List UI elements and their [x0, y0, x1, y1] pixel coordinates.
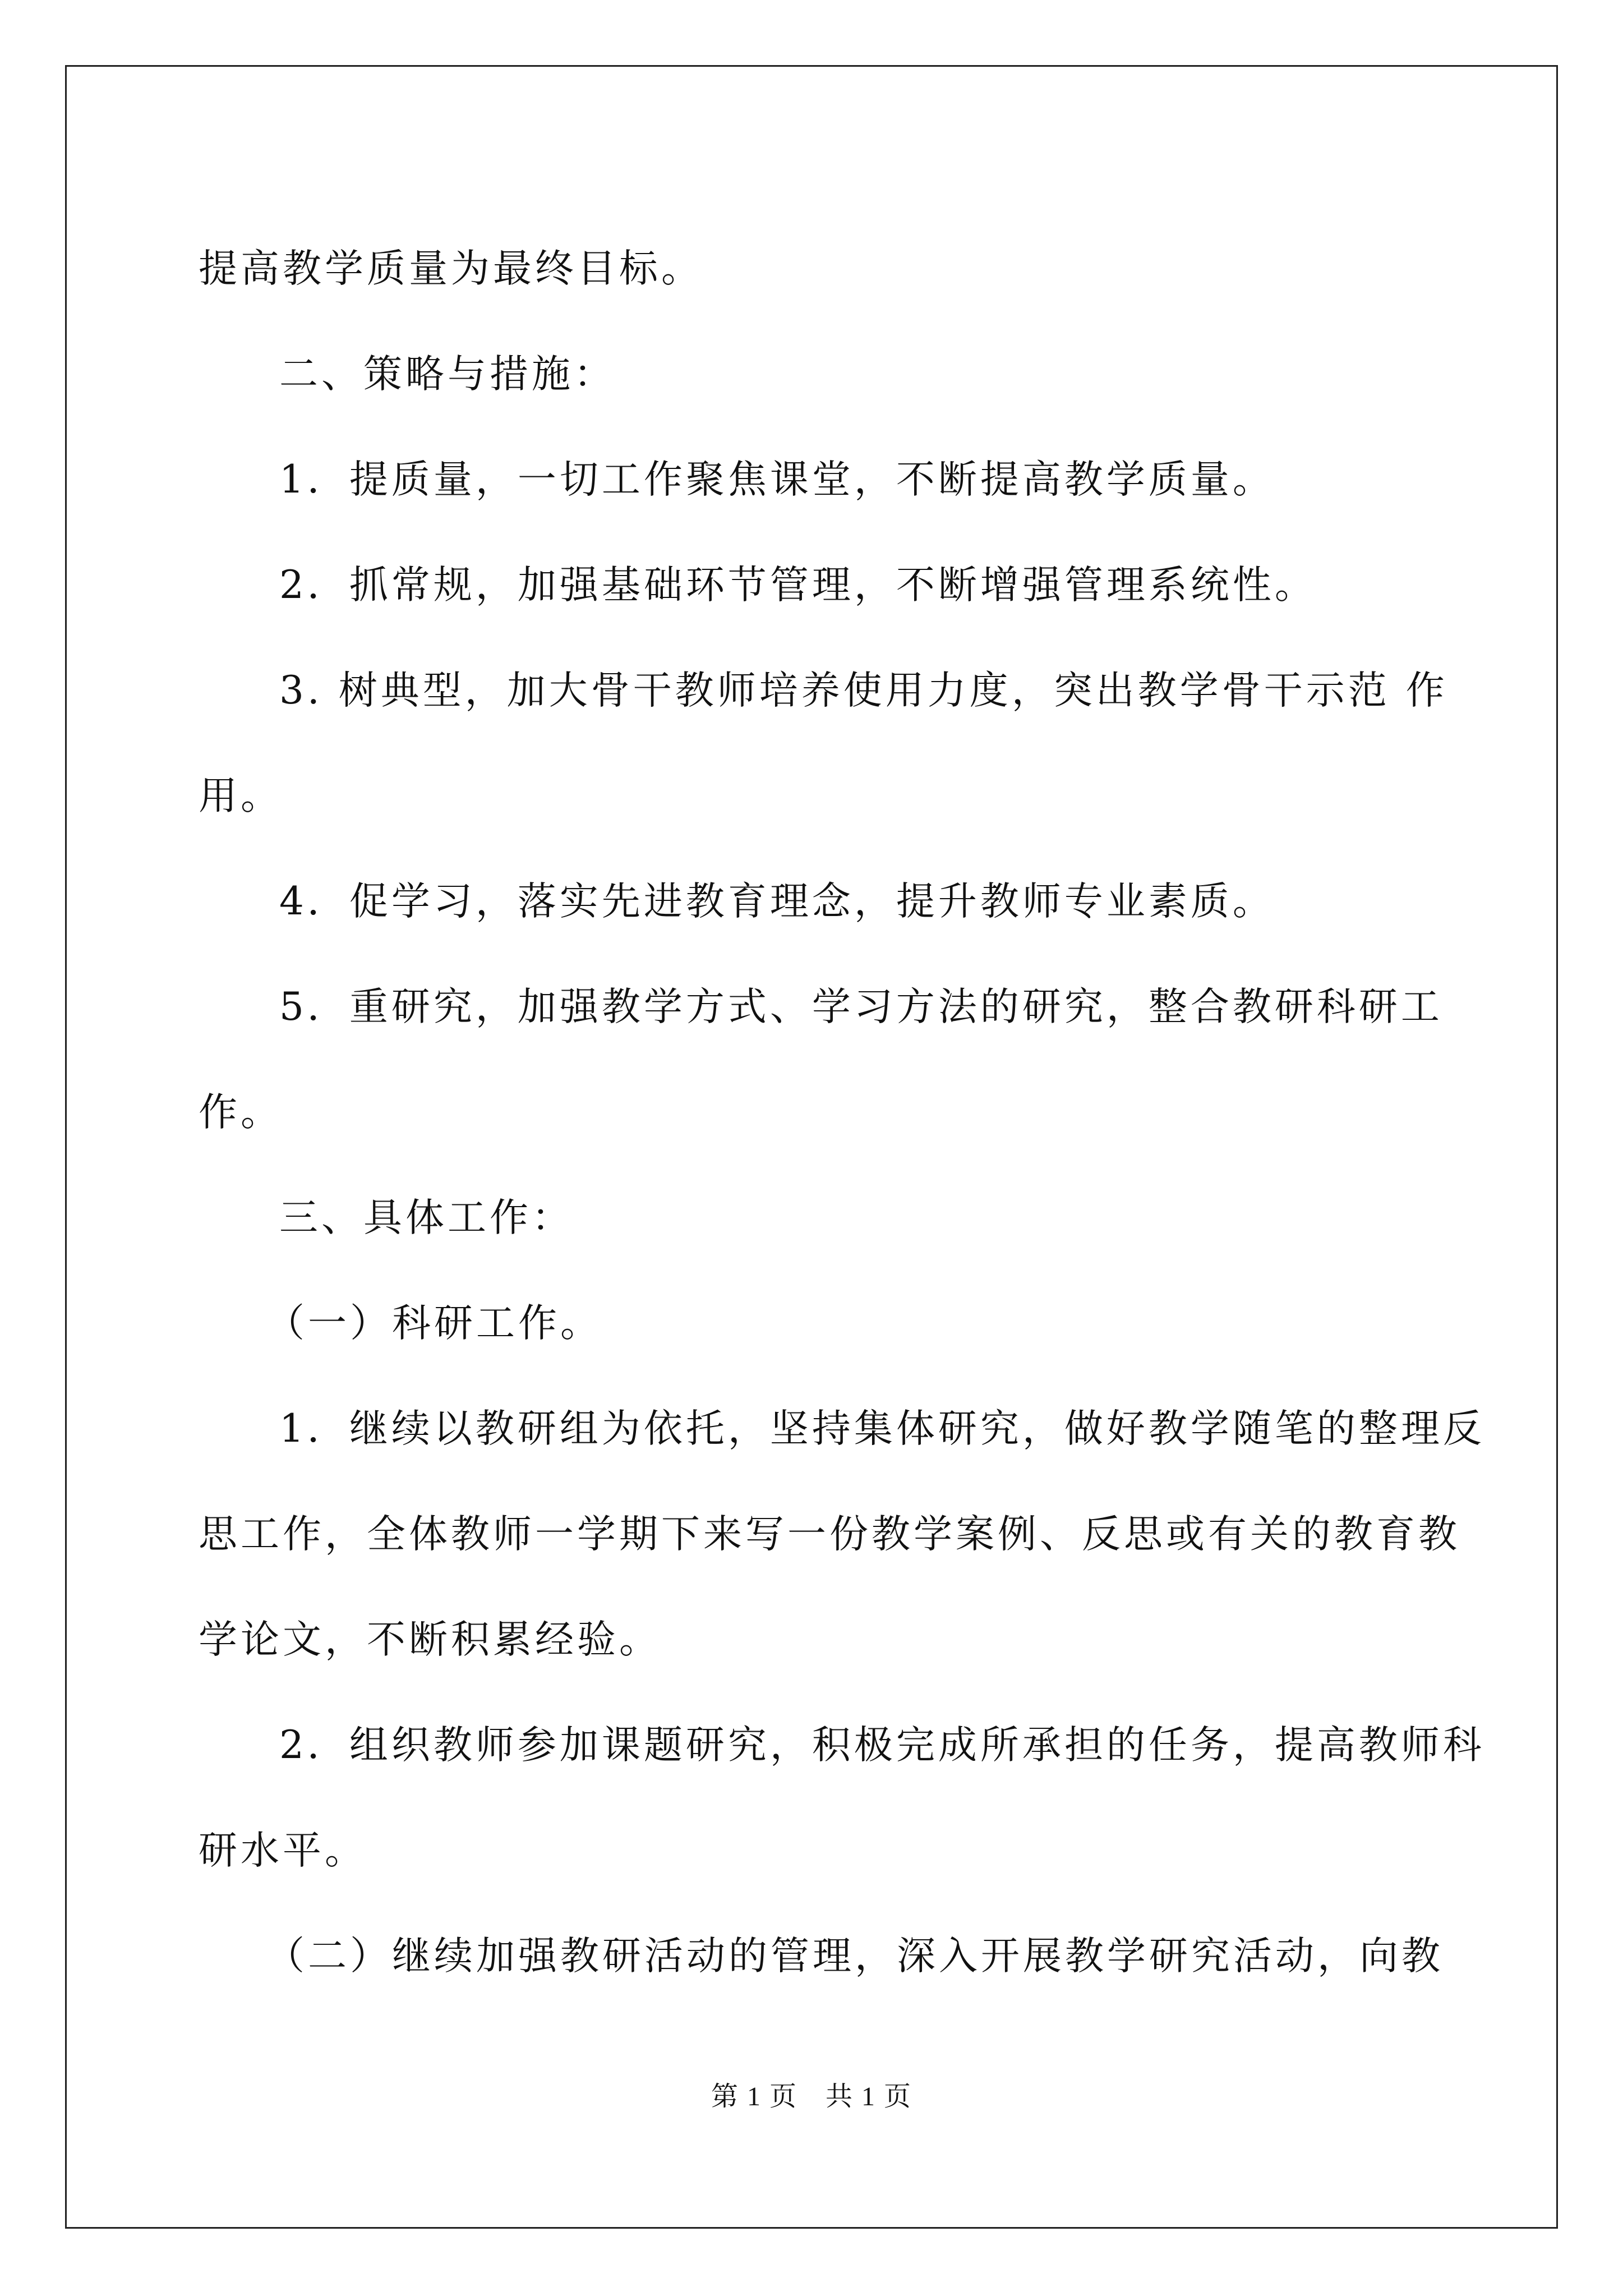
paragraph-line: 作。 — [199, 1090, 283, 1135]
paragraph-line: 研水平。 — [199, 1828, 367, 1873]
paragraph-line: 2．抓常规，加强基础环节管理，不断增强管理系统性。 — [279, 563, 1317, 608]
paragraph-line: 1．继续以教研组为依托，坚持集体研究，做好教学随笔的整理反 — [279, 1406, 1485, 1451]
section-heading: 二、策略与措施： — [279, 352, 616, 397]
document-body — [199, 216, 1485, 2009]
paragraph-line: 1．提质量，一切工作聚焦课堂，不断提高教学质量。 — [279, 457, 1275, 502]
paragraph-line: 学论文，不断积累经验。 — [199, 1617, 661, 1662]
paragraph-line: 思工作，全体教师一学期下来写一份教学案例、反思或有关的教育教 — [199, 1512, 1460, 1557]
paragraph-line: 3. 树典型，加大骨干教师培养使用力度，突出教学骨干示范 作 — [279, 668, 1448, 713]
section-heading: 三、具体工作： — [279, 1195, 574, 1240]
paragraph-line: 2．组织教师参加课题研究，积极完成所承担的任务，提高教师科 — [279, 1723, 1485, 1768]
paragraph-line: 用。 — [199, 774, 283, 818]
subsection-heading: （一）科研工作。 — [266, 1301, 602, 1346]
page-number-footer: 第 1 页 共 1 页 — [711, 2082, 912, 2111]
paragraph-line: （二）继续加强教研活动的管理，深入开展教学研究活动，向教 — [266, 1934, 1444, 1978]
paragraph-line: 4．促学习，落实先进教育理念，提升教师专业素质。 — [279, 879, 1275, 924]
paragraph-line: 提高教学质量为最终目标。 — [199, 246, 703, 291]
paragraph-line: 5．重研究，加强教学方式、学习方法的研究，整合教研科研工 — [279, 984, 1443, 1029]
